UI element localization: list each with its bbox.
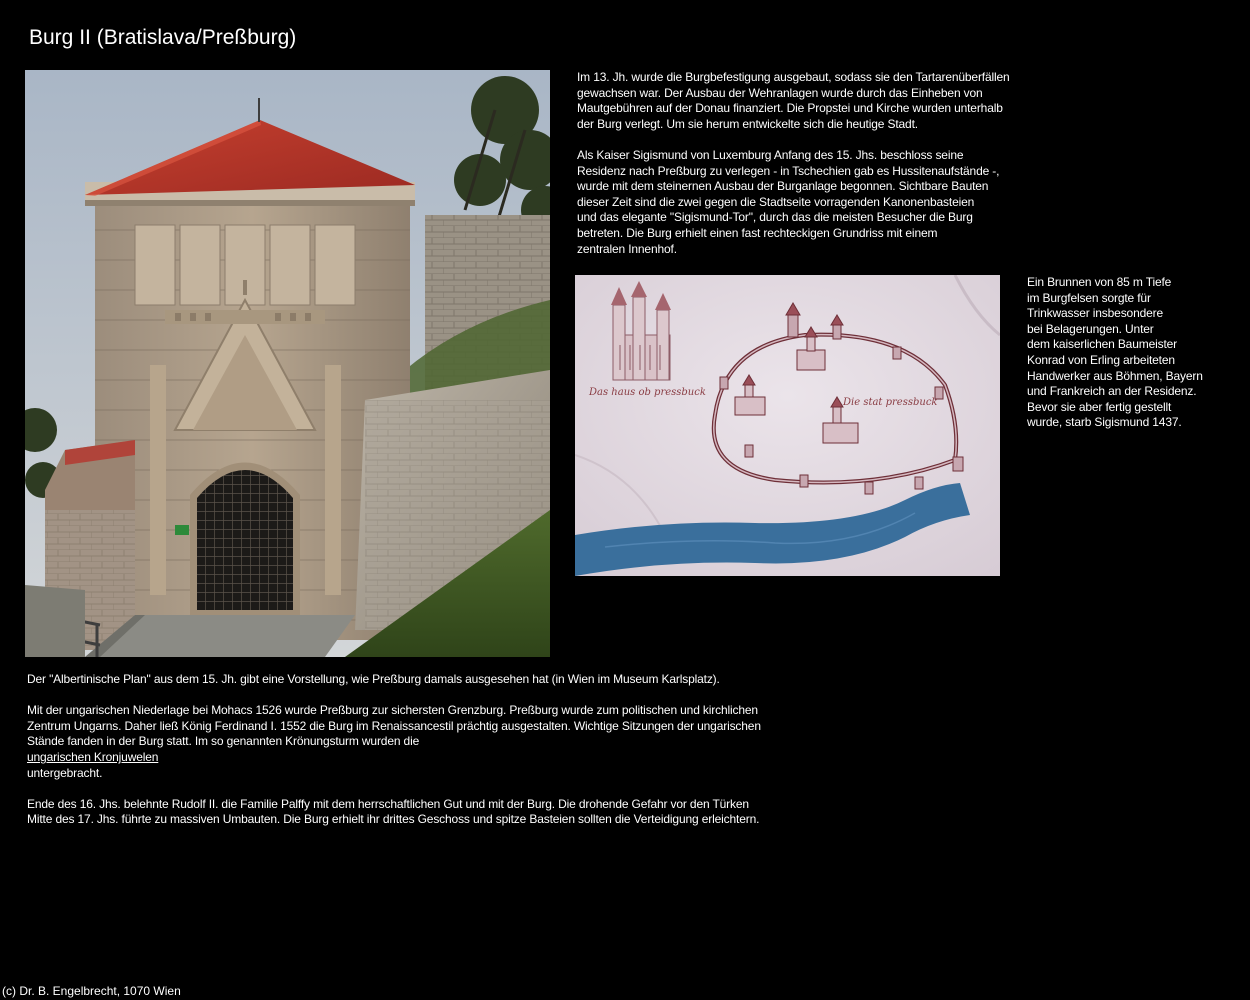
intro-text [577,70,1037,257]
crown-jewels-link[interactable]: ungarischen Kronjuwelen [27,749,159,764]
map-label-town: Die stat pressbuck [843,397,938,408]
paragraph-sigismund: Als Kaiser Sigismund von Luxemburg Anfang des 15. Jhs. beschloss seine Residenz nach Preßburg zu verlegen - in Tschechien gab es Hussitenaufstände -, wurde mit dem steinernen Ausbau der Burganlage begonnen. Sichtbare Bauten dieser Zeit sind die zwei gegen die Stadtseite vorragenden Kanonenbasteien und das elegante "Sigismund-Tor", durch das die meisten Besucher die Burg betreten. Die Burg erhielt einen fast rechteckigen Grundriss mit einem zentralen Innenhof. [577,147,1000,256]
paragraph-albertinian-plan: Der "Albertinische Plan" aus dem 15. Jh. gibt eine Vorstellung, wie Preßburg damals ausgesehen hat (in Wien im Museum Karlsplatz). [27,672,720,686]
paragraph-palffy: Ende des 16. Jhs. belehnte Rudolf II. die Familie Palffy mit dem herrschaftlichen Gut und mit der Burg. Die drohende Gefahr vor den Türken Mitte des 17. Jhs. führte zu massiven Umbauten. Die Burg erhielt ihr drittes Geschoss und spitze Basteien sollten die Verteidigung erleichtern. [27,796,760,827]
map-label-castle: Das haus ob pressbuck [589,387,706,398]
copyright-footer: (c) Dr. B. Engelbrecht, 1070 Wien [2,984,181,998]
sigismund-gate-photo [25,70,550,657]
paragraph-fortification: Im 13. Jh. wurde die Burgbefestigung ausgebaut, sodass sie den Tartarenüberfällen gewachsen war. Der Ausbau der Wehranlagen wurde durch das Einheben von Mautgebühren auf der Donau finanziert. Die Propstei und Kirche wurden unterhalb der Burg verlegt. Um sie herum entwickelte sich die heutige Stadt. [577,70,1010,131]
paragraph-mohacs: Mit der ungarischen Niederlage bei Mohacs 1526 wurde Preßburg zur sichersten Grenzburg. Preßburg wurde zum politischen und kirchlichen Zentrum Ungarns. Daher ließ König Ferdinand I. 1552 die Burg im Renaissancestil prächtig ausgestalten. Wichtige Sitzungen der ungarischen Stände fanden in der Burg statt. Im so genannten Krönungsturm wurden die ungarischen Kronjuwelen untergebracht. [27,703,761,780]
albertinian-plan-map [575,275,1000,576]
page-title: Burg II (Bratislava/Preßburg) [29,26,297,49]
castle-drawing [611,281,671,380]
well-text: Ein Brunnen von 85 m Tiefe im Burgfelsen sorgte für Trinkwasser insbesondere bei Belagerungen. Unter dem kaiserlichen Baumeister Konrad von Erling arbeiteten Handwerker aus Böhmen, Bayern und Frankreich an der Residenz. Bevor sie aber fertig gestellt wurde, starb Sigismund 1437. [1027,275,1203,430]
history-text [27,672,807,828]
